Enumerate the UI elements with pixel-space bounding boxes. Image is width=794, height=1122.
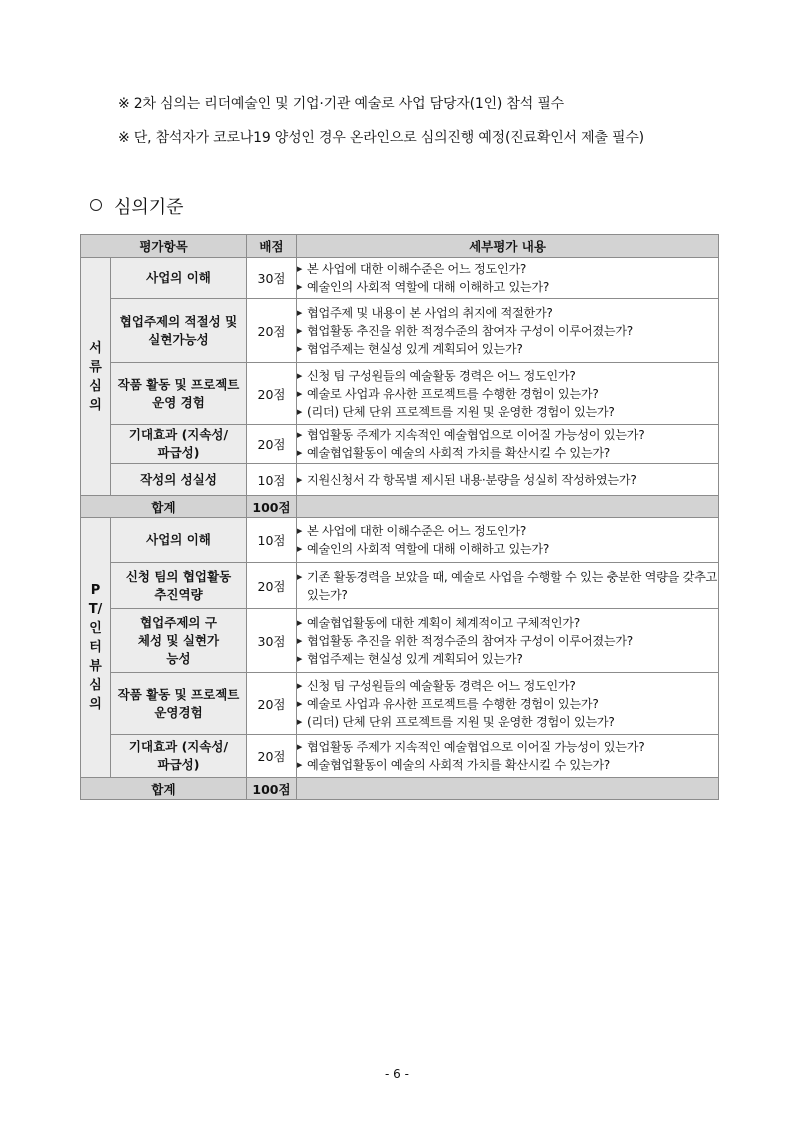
triangle-bullet-icon: ▶ bbox=[297, 717, 303, 726]
bullet-item bbox=[297, 695, 718, 713]
category-label: 서류심의 bbox=[89, 340, 102, 413]
triangle-bullet-icon: ▶ bbox=[297, 344, 303, 353]
table-row bbox=[81, 518, 719, 563]
item-cell bbox=[111, 299, 247, 363]
category-label: PT/인터뷰심의 bbox=[88, 583, 103, 712]
bullet-text: 신청 팀 구성원들의 예술활동 경력은 어느 정도인가? bbox=[307, 678, 576, 693]
triangle-bullet-icon: ▶ bbox=[297, 761, 303, 769]
score-cell: 30점 bbox=[247, 258, 297, 299]
bullet-text: 협업활동 추진을 위한 적정수준의 참여자 구성이 이루어졌는가? bbox=[307, 633, 633, 648]
table-row bbox=[81, 735, 719, 778]
total-label: 합계 bbox=[81, 496, 247, 518]
table-row bbox=[81, 425, 719, 464]
score-cell: 20점 bbox=[247, 735, 297, 778]
note-online-review: ※ 단, 참석자가 코로나19 양성인 경우 온라인으로 심의진행 예정(진료확인서 제출 필수) bbox=[118, 130, 644, 146]
score-cell: 20점 bbox=[247, 673, 297, 735]
category-cell bbox=[81, 258, 111, 496]
bullet-item bbox=[297, 385, 718, 403]
header-score: 배점 bbox=[247, 235, 297, 258]
triangle-bullet-icon: ▶ bbox=[297, 699, 303, 708]
bullet-item bbox=[297, 260, 718, 278]
score-cell: 20점 bbox=[247, 363, 297, 425]
score-cell: 20점 bbox=[247, 563, 297, 609]
table-row bbox=[81, 258, 719, 299]
item-cell bbox=[111, 363, 247, 425]
bullet-text: 예술인의 사회적 역할에 대해 이해하고 있는가? bbox=[307, 280, 550, 294]
item-cell bbox=[111, 425, 247, 464]
triangle-bullet-icon: ▶ bbox=[297, 265, 303, 273]
triangle-bullet-icon: ▶ bbox=[297, 475, 303, 484]
triangle-bullet-icon: ▶ bbox=[297, 449, 303, 457]
bullet-text: 협업주제 및 내용이 본 사업의 취지에 적절한가? bbox=[307, 305, 553, 320]
triangle-bullet-icon: ▶ bbox=[297, 681, 303, 690]
bullet-text: 협업활동 주제가 지속적인 예술협업으로 이어질 가능성이 있는가? bbox=[307, 740, 645, 754]
triangle-bullet-icon: ▶ bbox=[297, 431, 303, 439]
bullet-item bbox=[297, 304, 718, 322]
bullet-text: 예술로 사업과 유사한 프로젝트를 수행한 경험이 있는가? bbox=[307, 386, 599, 401]
item-cell: 작성의 성실성 bbox=[111, 464, 247, 496]
section-title: 심의기준 bbox=[114, 197, 184, 218]
bullet-text: 협업주제는 현실성 있게 계획되어 있는가? bbox=[307, 651, 523, 666]
bullet-item bbox=[297, 367, 718, 385]
bullet-text: 지원신청서 각 항목별 제시된 내용·분량을 성실히 작성하였는가? bbox=[307, 472, 637, 487]
review-criteria-table bbox=[80, 234, 719, 800]
desc-cell bbox=[297, 563, 719, 609]
triangle-bullet-icon: ▶ bbox=[297, 283, 303, 291]
desc-cell bbox=[297, 518, 719, 563]
category-cell bbox=[81, 518, 111, 778]
item-label: 작품 활동 및 프로젝트 운영경험 bbox=[117, 686, 240, 720]
item-cell: 사업의 이해 bbox=[111, 518, 247, 563]
desc-cell bbox=[297, 609, 719, 673]
table-row bbox=[81, 673, 719, 735]
circle-bullet-icon bbox=[90, 199, 102, 211]
bullet-text: 신청 팀 구성원들의 예술활동 경력은 어느 정도인가? bbox=[307, 368, 576, 383]
header-desc: 세부평가 내용 bbox=[297, 235, 719, 258]
triangle-bullet-icon: ▶ bbox=[297, 545, 303, 553]
table-row bbox=[81, 563, 719, 609]
item-cell: 사업의 이해 bbox=[111, 258, 247, 299]
item-label: 기대효과 (지속성/파급성) bbox=[128, 427, 229, 460]
triangle-bullet-icon: ▶ bbox=[297, 654, 303, 663]
item-label: 기대효과 (지속성/파급성) bbox=[128, 739, 229, 772]
bullet-text: 협업주제는 현실성 있게 계획되어 있는가? bbox=[307, 341, 523, 356]
desc-cell bbox=[297, 464, 719, 496]
page-number: - 6 - bbox=[385, 1067, 409, 1081]
desc-cell bbox=[297, 258, 719, 299]
bullet-item bbox=[297, 738, 718, 756]
bullet-item bbox=[297, 522, 718, 540]
bullet-item bbox=[297, 756, 718, 774]
score-cell: 10점 bbox=[247, 518, 297, 563]
bullet-item bbox=[297, 568, 718, 604]
total-row bbox=[81, 778, 719, 800]
desc-cell bbox=[297, 363, 719, 425]
bullet-text: 예술협업활동이 예술의 사회적 가치를 확산시킬 수 있는가? bbox=[307, 758, 610, 772]
bullet-text: 협업활동 추진을 위한 적정수준의 참여자 구성이 이루어졌는가? bbox=[307, 323, 633, 338]
bullet-text: (리더) 단체 단위 프로젝트를 지원 및 운영한 경험이 있는가? bbox=[307, 714, 615, 729]
desc-cell bbox=[297, 299, 719, 363]
bullet-text: 예술로 사업과 유사한 프로젝트를 수행한 경험이 있는가? bbox=[307, 696, 599, 711]
triangle-bullet-icon: ▶ bbox=[297, 527, 303, 535]
section-heading bbox=[90, 193, 184, 219]
bullet-text: 예술협업활동이 예술의 사회적 가치를 확산시킬 수 있는가? bbox=[307, 446, 610, 460]
bullet-item bbox=[297, 614, 718, 632]
bullet-item bbox=[297, 322, 718, 340]
header-item: 평가항목 bbox=[81, 235, 247, 258]
desc-cell bbox=[297, 673, 719, 735]
total-score: 100점 bbox=[247, 496, 297, 518]
bullet-item bbox=[297, 632, 718, 650]
table-row bbox=[81, 363, 719, 425]
total-empty bbox=[297, 778, 719, 800]
triangle-bullet-icon: ▶ bbox=[297, 407, 303, 416]
triangle-bullet-icon: ▶ bbox=[297, 572, 303, 581]
table-header-row bbox=[81, 235, 719, 258]
score-cell: 10점 bbox=[247, 464, 297, 496]
bullet-item bbox=[297, 278, 718, 296]
score-cell: 30점 bbox=[247, 609, 297, 673]
note-second-review: ※ 2차 심의는 리더예술인 및 기업·기관 예술로 사업 담당자(1인) 참석 필수 bbox=[118, 96, 564, 112]
triangle-bullet-icon: ▶ bbox=[297, 743, 303, 751]
bullet-item bbox=[297, 471, 718, 489]
total-row bbox=[81, 496, 719, 518]
triangle-bullet-icon: ▶ bbox=[297, 371, 303, 380]
bullet-text: 본 사업에 대한 이해수준은 어느 정도인가? bbox=[307, 262, 527, 276]
bullet-item bbox=[297, 340, 718, 358]
triangle-bullet-icon: ▶ bbox=[297, 326, 303, 335]
bullet-item bbox=[297, 713, 718, 731]
triangle-bullet-icon: ▶ bbox=[297, 618, 303, 627]
bullet-text: 협업활동 주제가 지속적인 예술협업으로 이어질 가능성이 있는가? bbox=[307, 428, 645, 442]
total-score: 100점 bbox=[247, 778, 297, 800]
triangle-bullet-icon: ▶ bbox=[297, 308, 303, 317]
triangle-bullet-icon: ▶ bbox=[297, 389, 303, 398]
item-cell bbox=[111, 609, 247, 673]
bullet-text: (리더) 단체 단위 프로젝트를 지원 및 운영한 경험이 있는가? bbox=[307, 404, 615, 419]
bullet-item bbox=[297, 650, 718, 668]
bullet-text: 예술협업활동에 대한 계획이 체계적이고 구체적인가? bbox=[307, 615, 580, 630]
total-empty bbox=[297, 496, 719, 518]
score-cell: 20점 bbox=[247, 299, 297, 363]
table-row bbox=[81, 464, 719, 496]
table-row bbox=[81, 609, 719, 673]
item-label: 협업주제의 적절성 및 실현가능성 bbox=[119, 313, 238, 347]
item-cell bbox=[111, 673, 247, 735]
bullet-item bbox=[297, 677, 718, 695]
item-cell bbox=[111, 563, 247, 609]
item-label: 작품 활동 및 프로젝트 운영 경험 bbox=[117, 376, 240, 410]
bullet-item bbox=[297, 540, 718, 558]
desc-cell bbox=[297, 425, 719, 464]
bullet-text: 기존 활동경력을 보았을 때, 예술로 사업을 수행할 수 있는 충분한 역량을 갖추고 있는가? bbox=[307, 569, 718, 602]
item-cell bbox=[111, 735, 247, 778]
item-label: 협업주제의 구체성 및 실현가능성 bbox=[137, 614, 220, 666]
bullet-item bbox=[297, 444, 718, 462]
item-label: 신청 팀의 협업활동 추진역량 bbox=[125, 568, 232, 602]
table-row bbox=[81, 299, 719, 363]
triangle-bullet-icon: ▶ bbox=[297, 636, 303, 645]
score-cell: 20점 bbox=[247, 425, 297, 464]
bullet-text: 예술인의 사회적 역할에 대해 이해하고 있는가? bbox=[307, 542, 550, 556]
total-label: 합계 bbox=[81, 778, 247, 800]
desc-cell bbox=[297, 735, 719, 778]
bullet-item bbox=[297, 403, 718, 421]
bullet-item bbox=[297, 426, 718, 444]
bullet-text: 본 사업에 대한 이해수준은 어느 정도인가? bbox=[307, 524, 527, 538]
